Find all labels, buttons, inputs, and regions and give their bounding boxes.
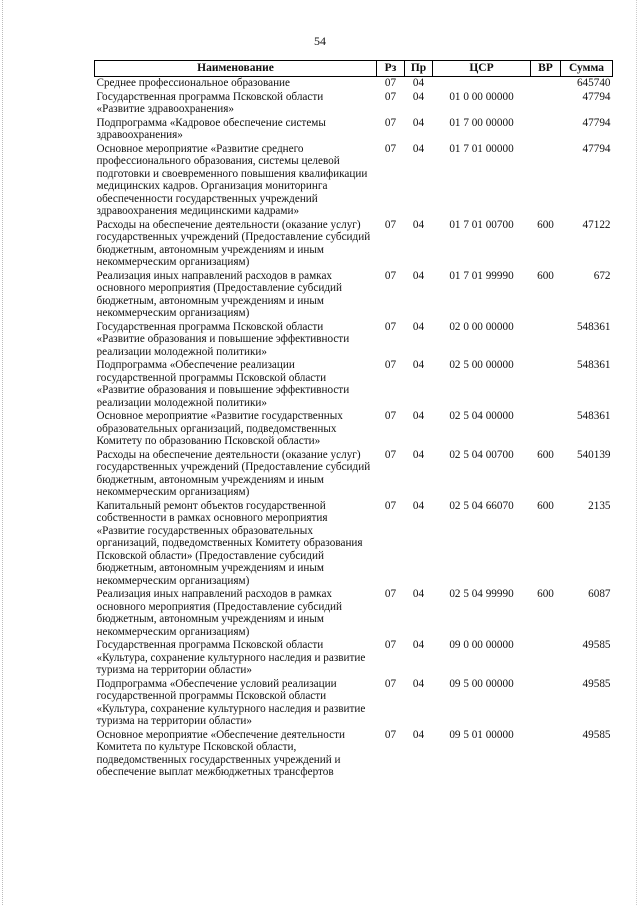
cell-vr xyxy=(531,117,561,143)
cell-name: Реализация иных направлений расходов в рамках основного мероприятия (Предоставление субсидий бюджетным, автономным учреждениям и иным некоммерческим организациям) xyxy=(96,588,342,638)
cell-csr: 02 5 04 00700 xyxy=(449,448,514,461)
cell-sum: 6087 xyxy=(588,588,611,600)
cell-csr: 01 0 00 00000 xyxy=(449,90,514,103)
cell-csr: 09 5 00 00000 xyxy=(449,677,514,690)
cell-rz: 07 xyxy=(384,320,397,333)
scan-edge-left xyxy=(2,0,4,905)
cell-csr: 01 7 00 00000 xyxy=(449,116,514,129)
cell-name: Капитальный ремонт объектов государственной собственности в рамках основного мероприятия «Развитие государственных образовательных организаций, подведомственных Комитету образования Псковской области» (Предоставление субсидий бюджетным, автономным учреждениям и иным некоммерческим организациям) xyxy=(96,499,363,587)
table-row xyxy=(95,143,613,219)
cell-sum: 548361 xyxy=(576,410,611,422)
cell-pr: 04 xyxy=(412,448,425,461)
cell-csr: 01 7 01 00700 xyxy=(449,218,514,231)
cell-name: Реализация иных направлений расходов в рамках основного мероприятия (Предоставление субсидий бюджетным, автономным учреждениям и иным некоммерческим организациям) xyxy=(96,269,342,319)
cell-sum: 49585 xyxy=(582,639,611,651)
cell-sum: 548361 xyxy=(576,359,611,371)
cell-csr: 09 0 00 00000 xyxy=(449,639,514,651)
cell-sum: 49585 xyxy=(582,677,611,690)
cell-rz: 07 xyxy=(384,269,397,282)
table-row xyxy=(95,639,613,678)
cell-pr: 04 xyxy=(412,320,425,333)
cell-name: Расходы на обеспечение деятельности (оказание услуг) государственных учреждений (Предоставление субсидий бюджетным, автономным учреждениям и иным некоммерческим организациям) xyxy=(96,218,371,268)
cell-csr: 02 5 04 99990 xyxy=(449,588,514,600)
cell-rz: 07 xyxy=(384,77,397,89)
cell-vr: 600 xyxy=(537,588,554,600)
cell-name: Подпрограмма «Обеспечение условий реализации государственной программы Псковской области «Культура, сохранение культурного наследия и развитие туризма на территории области» xyxy=(96,677,366,727)
table-row xyxy=(95,321,613,360)
cell-pr: 04 xyxy=(412,677,425,690)
cell-rz: 07 xyxy=(384,410,397,422)
cell-csr: 02 5 04 00000 xyxy=(449,410,514,422)
cell-name: Среднее профессиональное образование xyxy=(96,77,291,89)
cell-sum: 47794 xyxy=(582,142,611,155)
cell-vr: 600 xyxy=(537,448,554,461)
cell-pr: 04 xyxy=(412,639,425,651)
header-pr: Пр xyxy=(405,61,433,77)
table-row xyxy=(95,270,613,321)
cell-pr: 04 xyxy=(412,142,425,155)
cell-csr xyxy=(433,77,531,91)
cell-vr xyxy=(531,359,561,410)
cell-name: Государственная программа Псковской области «Развитие образования и повышение эффективности реализации молодежной политики» xyxy=(96,320,350,358)
cell-csr: 01 7 01 99990 xyxy=(449,269,514,282)
cell-pr: 04 xyxy=(412,116,425,129)
cell-vr xyxy=(531,77,561,91)
budget-table xyxy=(94,60,613,780)
cell-csr: 09 5 01 00000 xyxy=(449,728,514,741)
cell-vr xyxy=(531,678,561,729)
cell-name: Подпрограмма «Обеспечение реализации государственной программы Псковской области «Развитие образования и повышение эффективности реализации молодежной политики» xyxy=(96,359,350,409)
table-row xyxy=(95,729,613,780)
cell-vr xyxy=(531,639,561,678)
cell-rz: 07 xyxy=(384,218,397,231)
cell-pr: 04 xyxy=(412,588,425,600)
table-row xyxy=(95,500,613,589)
cell-csr: 02 5 04 66070 xyxy=(449,499,514,512)
table-row xyxy=(95,77,613,91)
cell-rz: 07 xyxy=(384,359,397,371)
table-row xyxy=(95,359,613,410)
cell-csr: 02 5 00 00000 xyxy=(449,359,514,371)
cell-name: Государственная программа Псковской области «Развитие здравоохранения» xyxy=(96,90,324,115)
table-row xyxy=(95,117,613,143)
cell-pr: 04 xyxy=(412,77,425,89)
cell-pr: 04 xyxy=(412,90,425,103)
cell-pr: 04 xyxy=(412,410,425,422)
cell-vr: 600 xyxy=(537,218,554,231)
cell-rz: 07 xyxy=(384,677,397,690)
header-csr: ЦСР xyxy=(433,61,531,77)
cell-sum: 49585 xyxy=(582,728,611,741)
cell-rz: 07 xyxy=(384,639,397,651)
cell-csr: 02 0 00 00000 xyxy=(449,320,514,333)
cell-vr xyxy=(531,91,561,117)
cell-rz: 07 xyxy=(384,588,397,600)
cell-rz: 07 xyxy=(384,499,397,512)
table-body xyxy=(95,77,613,780)
table-row xyxy=(95,219,613,270)
table-header-row xyxy=(95,61,613,77)
cell-vr: 600 xyxy=(537,269,554,282)
table-row xyxy=(95,588,613,639)
cell-sum: 47122 xyxy=(582,218,611,231)
table-row xyxy=(95,678,613,729)
cell-sum: 2135 xyxy=(588,499,611,512)
table-row xyxy=(95,449,613,500)
cell-rz: 07 xyxy=(384,728,397,741)
cell-rz: 07 xyxy=(384,90,397,103)
header-rz: Рз xyxy=(377,61,405,77)
cell-vr: 600 xyxy=(537,499,554,512)
header-name: Наименование xyxy=(95,61,377,77)
cell-pr: 04 xyxy=(412,359,425,371)
cell-pr: 04 xyxy=(412,218,425,231)
cell-sum: 672 xyxy=(593,269,611,282)
cell-pr: 04 xyxy=(412,499,425,512)
cell-sum: 645740 xyxy=(576,77,611,89)
cell-vr xyxy=(531,321,561,360)
cell-name: Расходы на обеспечение деятельности (оказание услуг) государственных учреждений (Предоставление субсидий бюджетным, автономным учреждениям и иным некоммерческим организациям) xyxy=(96,448,371,498)
cell-name: Основное мероприятие «Развитие среднего профессионального образования, системы целевой подготовки и своевременного повышения квалификации медицинских кадров. Организация мониторинга обеспеченности государственных учреждений здравоохранения медицинскими кадрами» xyxy=(96,142,368,217)
cell-vr xyxy=(531,410,561,449)
cell-vr xyxy=(531,729,561,780)
cell-rz: 07 xyxy=(384,142,397,155)
header-vr: ВР xyxy=(531,61,561,77)
cell-name: Основное мероприятие «Развитие государственных образовательных организаций, подведомственных Комитету по образованию Псковской области» xyxy=(96,410,343,447)
cell-pr: 04 xyxy=(412,269,425,282)
page-number: 54 xyxy=(314,34,326,48)
cell-name: Государственная программа Псковской области «Культура, сохранение культурного наследия и развитие туризма на территории области» xyxy=(96,639,366,676)
cell-sum: 47794 xyxy=(582,116,611,129)
cell-name: Основное мероприятие «Обеспечение деятельности Комитета по культуре Псковской области, подведомственных государственных учреждений и обеспечение выплат межбюджетных трансфертов xyxy=(96,728,345,778)
cell-rz: 07 xyxy=(384,116,397,129)
cell-sum: 548361 xyxy=(576,320,611,333)
cell-sum: 47794 xyxy=(582,90,611,103)
cell-rz: 07 xyxy=(384,448,397,461)
cell-csr: 01 7 01 00000 xyxy=(449,142,514,155)
scan-edge-right xyxy=(636,0,638,905)
table-row xyxy=(95,91,613,117)
table-row xyxy=(95,410,613,449)
header-sum: Сумма xyxy=(561,61,613,77)
cell-name: Подпрограмма «Кадровое обеспечение системы здравоохранения» xyxy=(96,116,326,141)
cell-vr xyxy=(531,143,561,219)
cell-sum: 540139 xyxy=(576,448,611,461)
cell-pr: 04 xyxy=(412,728,425,741)
